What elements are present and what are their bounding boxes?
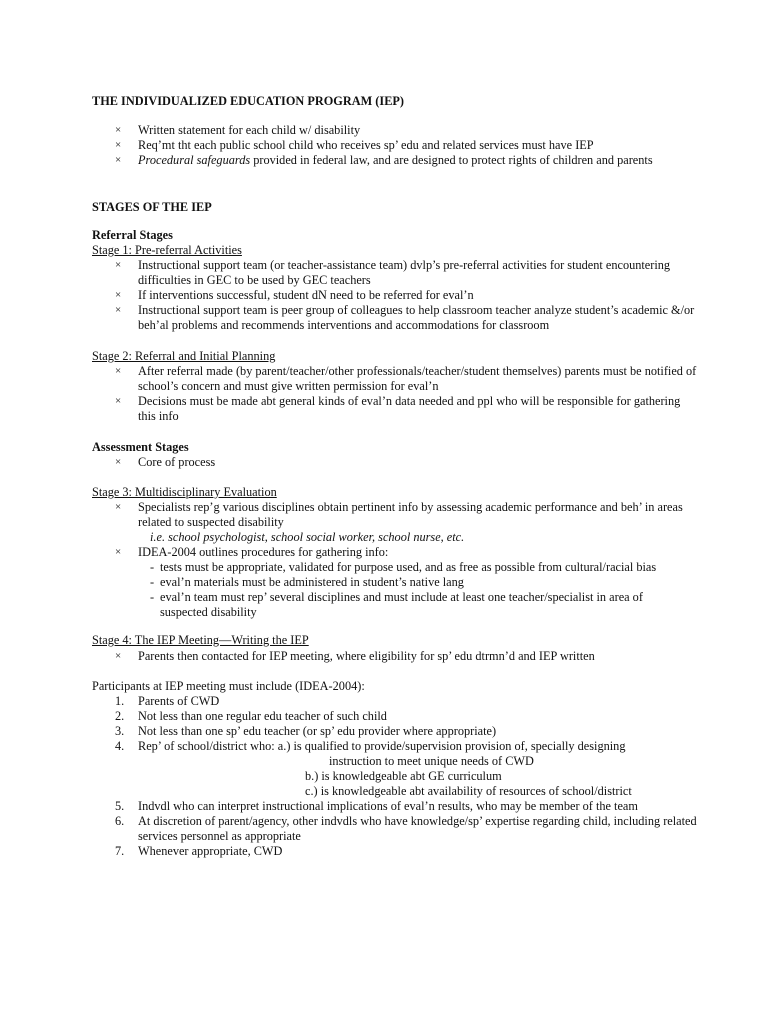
page-title: THE INDIVIDUALIZED EDUCATION PROGRAM (IEP) bbox=[92, 94, 404, 108]
stage-title: Stage 2: Referral and Initial Planning bbox=[92, 349, 276, 363]
list-item: × Specialists rep’g various disciplines obtain pertinent info by assessing academic performance and beh’ in areas related to suspected disability bbox=[115, 500, 683, 529]
item-number: 2. bbox=[115, 709, 125, 723]
dash-marker: - bbox=[150, 575, 155, 589]
bullet-x-icon: × bbox=[115, 365, 122, 377]
bullet-x-icon: × bbox=[115, 395, 122, 407]
stage1-bullet-list bbox=[0, 258, 784, 333]
stage3-bullet-list bbox=[0, 500, 784, 620]
dash-item: - tests must be appropriate, validated for purpose used, and as free as possible from cultural/racial bias bbox=[150, 560, 657, 574]
subsection-heading: Referral Stages bbox=[92, 228, 173, 242]
list-item: × If interventions successful, student dN need to be referred for eval’n bbox=[115, 288, 474, 302]
stage-title: Stage 4: The IEP Meeting—Writing the IEP bbox=[92, 633, 309, 647]
stage-title: Stage 1: Pre-referral Activities bbox=[92, 243, 242, 257]
bullet-x-icon: × bbox=[115, 501, 122, 513]
list-item: × Decisions must be made abt general kinds of eval’n data needed and ppl who will be responsible for gathering this info bbox=[115, 394, 681, 423]
bullet-x-icon: × bbox=[115, 154, 122, 166]
assessment-bullet-list bbox=[0, 455, 784, 470]
dash-marker: - bbox=[150, 560, 155, 574]
numbered-item: 1. Parents of CWD bbox=[115, 694, 220, 708]
bullet-x-icon: × bbox=[115, 289, 122, 301]
participants-intro: Participants at IEP meeting must include (IDEA-2004): bbox=[92, 679, 365, 693]
bullet-x-icon: × bbox=[115, 139, 122, 151]
bullet-x-icon: × bbox=[115, 259, 122, 271]
stage-title: Stage 3: Multidisciplinary Evaluation bbox=[92, 485, 277, 499]
list-item: × Core of process bbox=[115, 455, 216, 469]
item-number: 5. bbox=[115, 799, 125, 813]
numbered-item: 6. At discretion of parent/agency, other indvdls who have knowledge/sp’ expertise regarding child, including related services personnel as appropriate bbox=[115, 814, 697, 843]
list-item: × IDEA-2004 outlines procedures for gathering info: bbox=[115, 545, 389, 559]
numbered-item: 4. Rep’ of school/district who: a.) is qualified to provide/supervision provision of, specially designing bbox=[115, 739, 626, 753]
item4-sub-b: b.) is knowledgeable abt GE curriculum bbox=[305, 769, 502, 783]
list-item: × Req’mt tht each public school child who receives sp’ edu and related services must have IEP bbox=[115, 138, 594, 152]
participants-numbered-list bbox=[0, 694, 784, 859]
bullet-x-icon: × bbox=[115, 650, 122, 662]
list-item: × Parents then contacted for IEP meeting, where eligibility for sp’ edu dtrmn’d and IEP written bbox=[115, 649, 595, 663]
item-number: 6. bbox=[115, 814, 125, 828]
dash-marker: - bbox=[150, 590, 155, 604]
bullet-x-icon: × bbox=[115, 124, 122, 136]
list-item: × Instructional support team (or teacher-assistance team) dvlp’s pre-referral activities for student encountering difficulties in GEC to be used by GEC teachers bbox=[115, 258, 671, 287]
list-item: × Procedural safeguards provided in federal law, and are designed to protect rights of children and parents bbox=[115, 153, 653, 167]
list-item: × Instructional support team is peer group of colleagues to help classroom teacher analyze student’s academic &/or beh’al problems and recommends interventions and accommodations for classroom bbox=[115, 303, 695, 332]
example-note: i.e. school psychologist, school social worker, school nurse, etc. bbox=[150, 530, 465, 544]
item4-continuation: instruction to meet unique needs of CWD bbox=[329, 754, 534, 768]
numbered-item: 3. Not less than one sp’ edu teacher (or sp’ edu provider where appropriate) bbox=[115, 724, 497, 738]
item-number: 4. bbox=[115, 739, 125, 753]
subsection-heading: Assessment Stages bbox=[92, 440, 189, 454]
numbered-item: 5. Indvdl who can interpret instructional implications of eval’n results, who may be member of the team bbox=[115, 799, 638, 813]
dash-item: - eval’n materials must be administered in student’s native lang bbox=[150, 575, 464, 589]
bullet-x-icon: × bbox=[115, 304, 122, 316]
list-item: × Written statement for each child w/ disability bbox=[115, 123, 361, 137]
numbered-item: 2. Not less than one regular edu teacher of such child bbox=[115, 709, 387, 723]
bullet-x-icon: × bbox=[115, 456, 122, 468]
list-item: × After referral made (by parent/teacher/other professionals/teacher/student themselves) parents must be notified of school’s concern and must give written permission for eval’n bbox=[115, 364, 697, 393]
stage2-bullet-list bbox=[0, 364, 784, 424]
stage4-bullet-list bbox=[0, 649, 784, 664]
item4-sub-c: c.) is knowledgeable abt availability of resources of school/district bbox=[305, 784, 632, 798]
section-heading: STAGES OF THE IEP bbox=[92, 200, 212, 214]
bullet-x-icon: × bbox=[115, 546, 122, 558]
italic-term: Procedural safeguards bbox=[138, 153, 251, 167]
item-number: 1. bbox=[115, 694, 125, 708]
intro-bullet-list bbox=[0, 123, 784, 168]
numbered-item: 7. Whenever appropriate, CWD bbox=[115, 844, 283, 858]
item-number: 7. bbox=[115, 844, 125, 858]
dash-item: - eval’n team must rep’ several disciplines and must include at least one teacher/specialist in area of suspected disability bbox=[150, 590, 643, 619]
item-number: 3. bbox=[115, 724, 125, 738]
